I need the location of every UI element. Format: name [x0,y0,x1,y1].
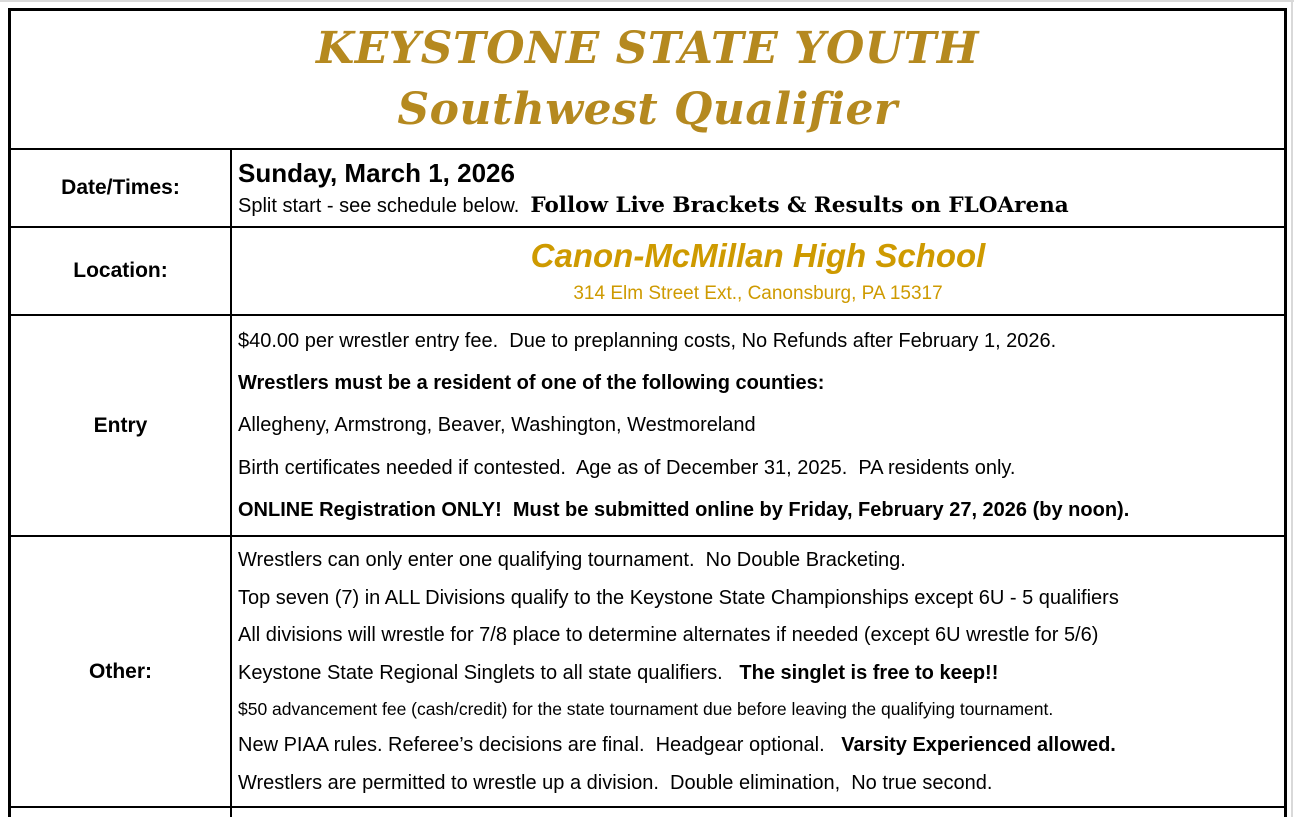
venue-name: Canon-McMillan High School [530,237,986,275]
screen-edge-right [1291,0,1293,817]
event-date: Sunday, March 1, 2026 [238,157,515,188]
entry-paragraph-online [238,499,1280,521]
floarena-note: Follow Live Brackets & Results on FLOArena [530,193,1069,218]
other-paragraph-rules [238,734,1280,756]
partial-bottom-content [232,808,1284,817]
other-paragraph-alternates [238,624,1280,646]
other-one-tournament-text: Wrestlers can only enter one qualifying tournament. No Double Bracketing. [238,548,906,571]
screen-edge-top [0,0,1294,2]
entry-paragraph-fee [238,330,1280,352]
date-times-row [11,150,1284,228]
partial-bottom-label [11,808,232,817]
other-paragraph-one-tournament [238,549,1280,571]
other-paragraph-wrestle-up [238,772,1280,794]
entry-fee-text: $40.00 per wrestler entry fee. Due to preplanning costs, No Refunds after February 1, 2026. [238,330,1057,353]
venue-address: 314 Elm Street Ext., Canonsburg, PA 15317 [573,282,943,304]
entry-details [232,316,1284,535]
other-paragraph-top-seven [238,587,1280,609]
entry-birth-cert-text: Birth certificates needed if contested. Age as of December 31, 2025. PA residents only. [238,456,1016,479]
date-times-label: Date/Times: [11,150,232,226]
tournament-title-line1: KEYSTONE STATE YOUTH [316,23,979,75]
other-row [11,537,1284,808]
location-row [11,228,1284,316]
other-singlets-text: Keystone State Regional Singlets to all state qualifiers. [238,661,740,684]
tournament-title [11,11,1284,148]
schedule-note-regular: Split start - see schedule below. [238,195,531,217]
other-rules-text: New PIAA rules. Referee’s decisions are final. Headgear optional. [238,734,842,757]
header-row [11,11,1284,150]
entry-online-bold: ONLINE Registration ONLY! Must be submitted online by Friday, February 27, 2026 (by noon). [238,498,1130,521]
entry-label: Entry [11,316,232,535]
other-label: Other: [11,537,232,806]
date-times-details [232,150,1284,226]
other-paragraph-advancement-fee [238,700,1280,719]
location-label: Location: [11,228,232,314]
other-advancement-fee-text: $50 advancement fee (cash/credit) for the state tournament due before leaving the qualifying tournament. [238,698,1054,719]
other-paragraph-singlets [238,662,1280,684]
schedule-note [238,195,1284,217]
entry-paragraph-resident [238,372,1280,394]
flyer-table [8,8,1287,817]
other-wrestle-up-text: Wrestlers are permitted to wrestle up a division. Double elimination, No true second. [238,772,993,795]
entry-counties-text: Allegheny, Armstrong, Beaver, Washington, Westmoreland [238,414,756,437]
other-rules-bold: Varsity Experienced allowed. [841,734,1116,757]
other-details [232,537,1284,806]
entry-row [11,316,1284,537]
tournament-title-line2: Southwest Qualifier [397,83,898,135]
entry-resident-bold: Wrestlers must be a resident of one of the following counties: [238,372,825,395]
location-details [232,228,1284,314]
entry-paragraph-counties [238,414,1280,436]
other-alternates-text: All divisions will wrestle for 7/8 place to determine alternates if needed (except 6U wrestle for 5/6) [238,624,1099,647]
partial-bottom-row [11,808,1284,817]
entry-paragraph-birth-cert [238,457,1280,479]
other-singlets-bold: The singlet is free to keep!! [739,661,999,684]
other-top-seven-text: Top seven (7) in ALL Divisions qualify to the Keystone State Championships except 6U - 5 qualifiers [238,586,1119,609]
